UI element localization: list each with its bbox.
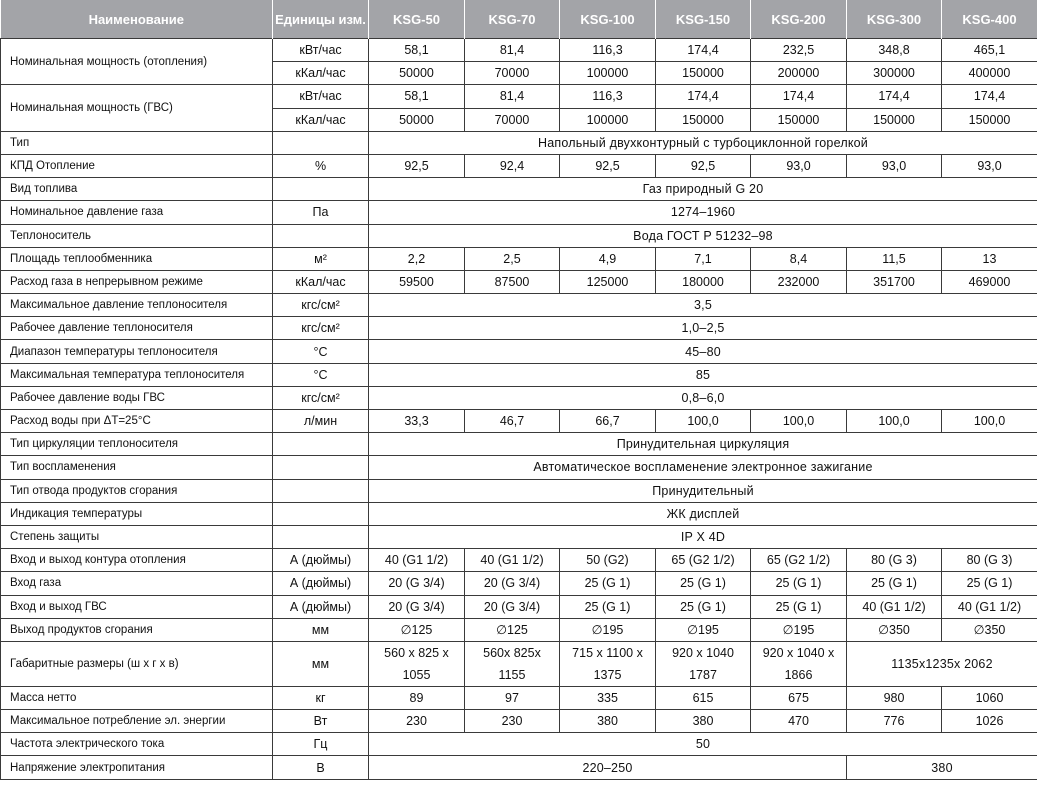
parameter-name: Вход и выход ГВС <box>1 595 273 618</box>
parameter-name: Вид топлива <box>1 178 273 201</box>
value-cell: 174,4 <box>942 85 1037 108</box>
parameter-unit: кВт/час <box>273 39 369 62</box>
parameter-name: Частота электрического тока <box>1 733 273 756</box>
value-cell-merged: 50 <box>369 733 1037 756</box>
value-cell: 93,0 <box>751 154 847 177</box>
table-row <box>1 247 1037 270</box>
header-name: Наименование <box>1 0 273 39</box>
table-row <box>1 154 1037 177</box>
parameter-name: Номинальная мощность (отопления) <box>1 39 273 85</box>
parameter-unit <box>273 224 369 247</box>
parameter-name: Номинальное давление газа <box>1 201 273 224</box>
value-cell-merged: Принудительная циркуляция <box>369 433 1037 456</box>
value-cell-merged: 220–250 <box>369 756 847 779</box>
value-cell: 100000 <box>560 62 656 85</box>
value-cell: 180000 <box>656 270 751 293</box>
value-cell: 93,0 <box>847 154 942 177</box>
value-cell: ∅125 <box>465 618 560 641</box>
table-row <box>1 456 1037 479</box>
parameter-name: Максимальная температура теплоносителя <box>1 363 273 386</box>
value-cell: 33,3 <box>369 410 465 433</box>
table-row <box>1 131 1037 154</box>
value-cell: 80 (G 3) <box>942 549 1037 572</box>
value-cell: 25 (G 1) <box>560 595 656 618</box>
value-cell: 150000 <box>656 108 751 131</box>
value-cell: 615 <box>656 686 751 709</box>
value-cell: 232,5 <box>751 39 847 62</box>
value-cell: ∅350 <box>942 618 1037 641</box>
value-cell: 560 х 825 х 1055 <box>369 641 465 686</box>
value-cell: 50000 <box>369 108 465 131</box>
parameter-unit: °С <box>273 363 369 386</box>
table-row <box>1 294 1037 317</box>
parameter-unit: Па <box>273 201 369 224</box>
value-cell: 174,4 <box>751 85 847 108</box>
value-cell: ∅195 <box>560 618 656 641</box>
parameter-name: Диапазон температуры теплоносителя <box>1 340 273 363</box>
value-cell: 66,7 <box>560 410 656 433</box>
value-cell: 70000 <box>465 108 560 131</box>
value-cell: 25 (G 1) <box>847 572 942 595</box>
value-cell: 380 <box>560 710 656 733</box>
parameter-unit: кг <box>273 686 369 709</box>
value-cell-merged: 45–80 <box>369 340 1037 363</box>
parameter-name: Рабочее давление теплоносителя <box>1 317 273 340</box>
header-unit: Единицы изм. <box>273 0 369 39</box>
value-cell: 174,4 <box>656 39 751 62</box>
table-body <box>1 39 1037 780</box>
table-row <box>1 686 1037 709</box>
value-cell: 81,4 <box>465 85 560 108</box>
parameter-unit: кгс/см² <box>273 317 369 340</box>
value-cell: 20 (G 3/4) <box>369 595 465 618</box>
value-cell: 92,5 <box>369 154 465 177</box>
parameter-unit <box>273 479 369 502</box>
value-cell: 715 х 1100 х 1375 <box>560 641 656 686</box>
value-cell: 348,8 <box>847 39 942 62</box>
parameter-unit: кКал/час <box>273 108 369 131</box>
table-row <box>1 363 1037 386</box>
value-cell: 92,5 <box>560 154 656 177</box>
parameter-name: Индикация температуры <box>1 502 273 525</box>
parameter-unit <box>273 131 369 154</box>
value-cell: 100,0 <box>847 410 942 433</box>
parameter-unit: м² <box>273 247 369 270</box>
parameter-unit: мм <box>273 641 369 686</box>
table-row <box>1 178 1037 201</box>
value-cell: ∅195 <box>656 618 751 641</box>
table-row <box>1 433 1037 456</box>
value-cell: 125000 <box>560 270 656 293</box>
table-row <box>1 641 1037 686</box>
parameter-name: Тип <box>1 131 273 154</box>
value-cell-merged: 380 <box>847 756 1037 779</box>
value-cell-merged: Газ природный G 20 <box>369 178 1037 201</box>
table-row <box>1 85 1037 108</box>
value-cell: 80 (G 3) <box>847 549 942 572</box>
value-cell: 25 (G 1) <box>751 572 847 595</box>
parameter-unit <box>273 178 369 201</box>
table-row <box>1 756 1037 779</box>
header-model-ksg-50: KSG-50 <box>369 0 465 39</box>
value-cell: 70000 <box>465 62 560 85</box>
parameter-unit: кгс/см² <box>273 386 369 409</box>
parameter-name: КПД Отопление <box>1 154 273 177</box>
value-cell-merged: 1,0–2,5 <box>369 317 1037 340</box>
value-cell: 230 <box>369 710 465 733</box>
header-model-ksg-200: KSG-200 <box>751 0 847 39</box>
value-cell: 2,5 <box>465 247 560 270</box>
table-row <box>1 410 1037 433</box>
parameter-unit: кгс/см² <box>273 294 369 317</box>
value-cell-merged: 0,8–6,0 <box>369 386 1037 409</box>
table-row <box>1 340 1037 363</box>
value-cell: 2,2 <box>369 247 465 270</box>
parameter-unit: кКал/час <box>273 62 369 85</box>
table-row <box>1 595 1037 618</box>
value-cell-merged: Принудительный <box>369 479 1037 502</box>
value-cell-merged: IP X 4D <box>369 525 1037 548</box>
parameter-name: Тип отвода продуктов сгорания <box>1 479 273 502</box>
value-cell: 4,9 <box>560 247 656 270</box>
value-cell: 11,5 <box>847 247 942 270</box>
table-row <box>1 618 1037 641</box>
parameter-name: Тип циркуляции теплоносителя <box>1 433 273 456</box>
value-cell: 174,4 <box>847 85 942 108</box>
value-cell: 58,1 <box>369 39 465 62</box>
table-row <box>1 733 1037 756</box>
parameter-unit: кВт/час <box>273 85 369 108</box>
value-cell: 150000 <box>847 108 942 131</box>
parameter-unit: В <box>273 756 369 779</box>
value-cell: 65 (G2 1/2) <box>656 549 751 572</box>
value-cell: 20 (G 3/4) <box>465 572 560 595</box>
value-cell: 65 (G2 1/2) <box>751 549 847 572</box>
value-cell: 92,4 <box>465 154 560 177</box>
value-cell: 100,0 <box>656 410 751 433</box>
table-row <box>1 479 1037 502</box>
value-cell: 400000 <box>942 62 1037 85</box>
value-cell: 25 (G 1) <box>656 572 751 595</box>
value-cell: 25 (G 1) <box>560 572 656 595</box>
value-cell: 150000 <box>942 108 1037 131</box>
header-model-ksg-150: KSG-150 <box>656 0 751 39</box>
value-cell: 116,3 <box>560 39 656 62</box>
parameter-name: Вход и выход контура отопления <box>1 549 273 572</box>
value-cell-merged: 1135х1235х 2062 <box>847 641 1037 686</box>
header-model-ksg-100: KSG-100 <box>560 0 656 39</box>
value-cell: 100,0 <box>942 410 1037 433</box>
value-cell: 87500 <box>465 270 560 293</box>
value-cell: 380 <box>656 710 751 733</box>
table-row <box>1 710 1037 733</box>
value-cell-merged: 3,5 <box>369 294 1037 317</box>
value-cell: 25 (G 1) <box>656 595 751 618</box>
value-cell: 40 (G1 1/2) <box>369 549 465 572</box>
parameter-unit <box>273 456 369 479</box>
value-cell: 351700 <box>847 270 942 293</box>
value-cell: 200000 <box>751 62 847 85</box>
value-cell: 50000 <box>369 62 465 85</box>
value-cell: 920 х 1040 1787 <box>656 641 751 686</box>
parameter-unit: А (дюймы) <box>273 572 369 595</box>
value-cell: 40 (G1 1/2) <box>942 595 1037 618</box>
value-cell: 232000 <box>751 270 847 293</box>
table-row <box>1 317 1037 340</box>
value-cell: 465,1 <box>942 39 1037 62</box>
parameter-name: Напряжение электропитания <box>1 756 273 779</box>
value-cell: 920 х 1040 х 1866 <box>751 641 847 686</box>
value-cell: 675 <box>751 686 847 709</box>
table-row <box>1 549 1037 572</box>
table-row <box>1 39 1037 62</box>
value-cell: 8,4 <box>751 247 847 270</box>
value-cell: 40 (G1 1/2) <box>847 595 942 618</box>
value-cell: 7,1 <box>656 247 751 270</box>
value-cell: 1026 <box>942 710 1037 733</box>
parameter-unit <box>273 433 369 456</box>
value-cell: 20 (G 3/4) <box>369 572 465 595</box>
value-cell: ∅350 <box>847 618 942 641</box>
value-cell: 150000 <box>751 108 847 131</box>
value-cell: 40 (G1 1/2) <box>465 549 560 572</box>
value-cell: ∅195 <box>751 618 847 641</box>
value-cell: 174,4 <box>656 85 751 108</box>
value-cell: 20 (G 3/4) <box>465 595 560 618</box>
value-cell: ∅125 <box>369 618 465 641</box>
table-row <box>1 386 1037 409</box>
value-cell: 89 <box>369 686 465 709</box>
parameter-unit: % <box>273 154 369 177</box>
value-cell: 150000 <box>656 62 751 85</box>
table-header <box>1 0 1037 39</box>
parameter-name: Тип воспламенения <box>1 456 273 479</box>
parameter-name: Максимальное потребление эл. энергии <box>1 710 273 733</box>
value-cell: 97 <box>465 686 560 709</box>
parameter-name: Площадь теплообменника <box>1 247 273 270</box>
value-cell: 81,4 <box>465 39 560 62</box>
table-row <box>1 224 1037 247</box>
value-cell: 560х 825х 1155 <box>465 641 560 686</box>
parameter-unit: А (дюймы) <box>273 549 369 572</box>
value-cell: 116,3 <box>560 85 656 108</box>
value-cell-merged: ЖК дисплей <box>369 502 1037 525</box>
value-cell: 776 <box>847 710 942 733</box>
value-cell: 50 (G2) <box>560 549 656 572</box>
parameter-name: Степень защиты <box>1 525 273 548</box>
value-cell: 25 (G 1) <box>942 572 1037 595</box>
value-cell: 335 <box>560 686 656 709</box>
parameter-name: Максимальное давление теплоносителя <box>1 294 273 317</box>
value-cell: 13 <box>942 247 1037 270</box>
value-cell-merged: 85 <box>369 363 1037 386</box>
parameter-unit: °С <box>273 340 369 363</box>
value-cell: 469000 <box>942 270 1037 293</box>
value-cell-merged: Напольный двухконтурный с турбоциклонной горелкой <box>369 131 1037 154</box>
table-row <box>1 502 1037 525</box>
parameter-unit <box>273 502 369 525</box>
table-row <box>1 270 1037 293</box>
parameter-unit: л/мин <box>273 410 369 433</box>
parameter-name: Теплоноситель <box>1 224 273 247</box>
table-row <box>1 525 1037 548</box>
value-cell: 25 (G 1) <box>751 595 847 618</box>
parameter-name: Номинальная мощность (ГВС) <box>1 85 273 131</box>
parameter-name: Вход газа <box>1 572 273 595</box>
value-cell: 93,0 <box>942 154 1037 177</box>
table-row <box>1 201 1037 224</box>
header-model-ksg-70: KSG-70 <box>465 0 560 39</box>
parameter-unit: мм <box>273 618 369 641</box>
value-cell: 300000 <box>847 62 942 85</box>
parameter-name: Расход воды при ΔТ=25°С <box>1 410 273 433</box>
header-model-ksg-300: KSG-300 <box>847 0 942 39</box>
parameter-name: Выход продуктов сгорания <box>1 618 273 641</box>
value-cell: 100,0 <box>751 410 847 433</box>
value-cell: 470 <box>751 710 847 733</box>
value-cell: 1060 <box>942 686 1037 709</box>
parameter-unit: кКал/час <box>273 270 369 293</box>
parameter-unit: Гц <box>273 733 369 756</box>
value-cell: 100000 <box>560 108 656 131</box>
value-cell-merged: 1274–1960 <box>369 201 1037 224</box>
value-cell: 59500 <box>369 270 465 293</box>
parameter-unit: А (дюймы) <box>273 595 369 618</box>
value-cell-merged: Вода ГОСТ Р 51232–98 <box>369 224 1037 247</box>
table-row <box>1 572 1037 595</box>
parameter-name: Габаритные размеры (ш х г х в) <box>1 641 273 686</box>
value-cell: 230 <box>465 710 560 733</box>
parameter-unit <box>273 525 369 548</box>
parameter-unit: Вт <box>273 710 369 733</box>
parameter-name: Рабочее давление воды ГВС <box>1 386 273 409</box>
header-row <box>1 0 1037 39</box>
value-cell-merged: Автоматическое воспламенение электронное зажигание <box>369 456 1037 479</box>
value-cell: 92,5 <box>656 154 751 177</box>
value-cell: 46,7 <box>465 410 560 433</box>
value-cell: 58,1 <box>369 85 465 108</box>
header-model-ksg-400: KSG-400 <box>942 0 1037 39</box>
parameter-name: Масса нетто <box>1 686 273 709</box>
value-cell: 980 <box>847 686 942 709</box>
parameter-name: Расход газа в непрерывном режиме <box>1 270 273 293</box>
